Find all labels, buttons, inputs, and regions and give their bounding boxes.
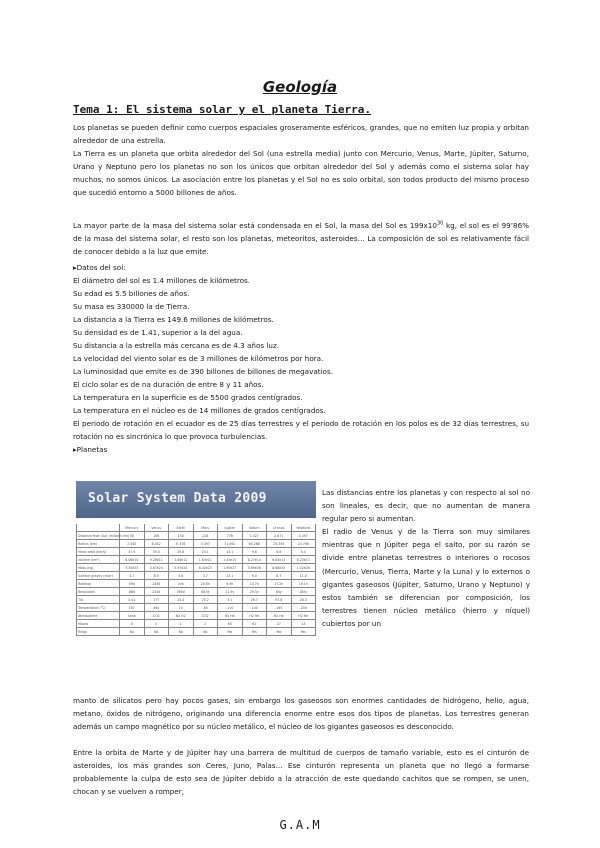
table-cell: 6,052	[144, 540, 169, 548]
table-cell: 6.25e13	[291, 556, 316, 564]
table-row	[77, 564, 316, 572]
table-cell: 58	[120, 532, 145, 540]
table-cell: No	[144, 628, 169, 636]
sun-fact: Su distancia a la estrella más cercana es de 4.3 años luz.	[73, 341, 280, 350]
planets-label: ▸Planetas	[73, 445, 108, 454]
mass-exponent: 30	[436, 220, 444, 227]
table-cell: 2	[193, 620, 218, 628]
table-header-cell: Venus	[144, 524, 169, 532]
table-cell: 9.9h	[218, 580, 243, 588]
footer-initials: G.A.M	[279, 818, 321, 832]
table-cell: 1	[169, 620, 194, 628]
table-cell: 11.9y	[218, 588, 243, 596]
table-cell: Yes	[267, 628, 292, 636]
table-cell: 177	[144, 596, 169, 604]
table-header-row	[77, 524, 316, 532]
table-row-label: Surface gravity (m/s²)	[77, 572, 120, 580]
table-cell: 2,440	[120, 540, 145, 548]
table-cell: 35.0	[144, 548, 169, 556]
table-cell: 3.1	[218, 596, 243, 604]
table-cell: 24h	[169, 580, 194, 588]
table-cell: 24.6h	[193, 580, 218, 588]
table-row-label: Moons	[77, 620, 120, 628]
table-cell: 365d	[169, 588, 194, 596]
table-row	[77, 580, 316, 588]
table-cell: 27	[267, 620, 292, 628]
table-cell: 3.7	[120, 572, 145, 580]
table-row	[77, 572, 316, 580]
table-cell: 6,378	[169, 540, 194, 548]
table-cell: 84y	[267, 588, 292, 596]
page-title: Geología	[262, 78, 338, 96]
sun-fact: Su masa es 330000 la de Tierra.	[73, 302, 190, 311]
table-cell: Yes	[242, 628, 267, 636]
mass-paragraph	[73, 219, 529, 258]
table-row-label: Mean orbit (km/s)	[77, 548, 120, 556]
table-cell: 6.08e10	[120, 556, 145, 564]
intro-paragraph: Los planetas se pueden definir como cuerpos espaciales groseramente esféricos, grandes, que no emiten luz propia y orbitan alrededor de una estrella.	[73, 123, 529, 146]
table-cell: 167	[120, 604, 145, 612]
table-cell: Yes	[291, 628, 316, 636]
table-row	[77, 548, 316, 556]
table-cell: 8.9	[144, 572, 169, 580]
table-cell: 13	[291, 620, 316, 628]
table-cell: 23.1	[218, 572, 243, 580]
table-cell: 6.83e13	[267, 556, 292, 564]
sun-fact: La luminosidad que emite es de 390 billones de billones de megavatios.	[73, 367, 333, 376]
table-cell: 29.5y	[242, 588, 267, 596]
table-cell: 15	[169, 604, 194, 612]
table-cell: No	[120, 628, 145, 636]
table-row-label: Revolution	[77, 588, 120, 596]
table-cell: 165y	[291, 588, 316, 596]
table-cell: 71,492	[218, 540, 243, 548]
table-cell: -65	[193, 604, 218, 612]
table-cell: 8.27e14	[242, 556, 267, 564]
sun-fact: La temperatura en el núcleo es de 14 millones de grados centígrados.	[73, 406, 326, 415]
table-cell: -200	[291, 604, 316, 612]
table-header-cell: Jupiter	[218, 524, 243, 532]
table-banner-title: Solar System Data 2009	[88, 491, 267, 506]
table-header-cell: Mercury	[120, 524, 145, 532]
table-row	[77, 620, 316, 628]
table-cell: 11.0	[291, 572, 316, 580]
table-row	[77, 612, 316, 620]
table-cell: 6.8	[267, 548, 292, 556]
mass-text-after: kg, el sol es el 99’86% de la masa del sistema solar, el resto son los planetas, meteoritos, asteroides… La composición de sol es relativamente fácil de conocer debido a la luz que emite.	[73, 221, 529, 257]
section-heading: Tema 1: El sistema solar y el planeta Tierra.	[73, 103, 372, 116]
sun-fact: El ciclo solar es de na duración de entre 8 y 11 años.	[73, 380, 264, 389]
table-cell: 243d	[144, 580, 169, 588]
table-cell: 63	[218, 620, 243, 628]
table-row-label: Volume (km³)	[77, 556, 120, 564]
solar-system-data-table	[76, 481, 316, 679]
table-cell: 47.9	[120, 548, 145, 556]
table-row-label: Tilt	[77, 596, 120, 604]
table-cell: 0	[120, 620, 145, 628]
rotation-paragraph: El periodo de rotación en el ecuador es de 25 días terrestres y el periodo de rotación en los polos es de 32 días terrestres, su rotación no es sincrónica lo que provoca turbulencias.	[73, 419, 529, 442]
table-cell: 4.87e24	[144, 564, 169, 572]
table-cell: 0	[144, 620, 169, 628]
sun-data-label: ▸Datos del sol:	[73, 263, 126, 272]
sun-fact: El diámetro del sol es 1.4 millones de kilómetros.	[73, 276, 251, 285]
table-cell: H2 He	[267, 612, 292, 620]
table-cell: CO2	[193, 612, 218, 620]
table-banner	[76, 481, 316, 518]
table-row-label: Rings	[77, 628, 120, 636]
table-cell: Yes	[218, 628, 243, 636]
table-row	[77, 556, 316, 564]
table-row	[77, 588, 316, 596]
table-cell: 2,871	[267, 532, 292, 540]
table-cell: 24,766	[291, 540, 316, 548]
table-cell: 10.7h	[242, 580, 267, 588]
table-cell: 24.1	[193, 548, 218, 556]
table-cell: 0.01	[120, 596, 145, 604]
table-row	[77, 628, 316, 636]
table-row	[77, 532, 316, 540]
table-cell: 6.42e23	[193, 564, 218, 572]
sun-fact: Su edad es 5.5 billones de años.	[73, 289, 190, 298]
table-header-cell: Saturn	[242, 524, 267, 532]
table-cell: 4,497	[291, 532, 316, 540]
table-cell: 1,427	[242, 532, 267, 540]
table-row-label: Temperature (°C)	[77, 604, 120, 612]
table-cell: 9.8	[169, 572, 194, 580]
table-cell: 108	[144, 532, 169, 540]
table-row-label: Distance from Sun (millions km)	[78, 533, 130, 538]
table-cell: 3.7	[193, 572, 218, 580]
table-cell: H2 He	[291, 612, 316, 620]
side-paragraph: Las distancias entre los planetas y con respecto al sol no son lineales, es decir, que no aumentan de manera regular pero si aumentan.	[322, 488, 530, 524]
table-cell: N2 O2	[169, 612, 194, 620]
table-cell: -195	[267, 604, 292, 612]
table-cell: none	[120, 612, 145, 620]
table-cell: 9.0	[242, 572, 267, 580]
table-cell: 464	[144, 604, 169, 612]
table-cell: 28.3	[291, 596, 316, 604]
table-cell: H2 He	[218, 612, 243, 620]
table-row	[77, 540, 316, 548]
table-cell: -140	[242, 604, 267, 612]
table-cell: 1.90e27	[218, 564, 243, 572]
table-row	[77, 596, 316, 604]
table-cell: 23.4	[169, 596, 194, 604]
table-cell: 97.8	[267, 596, 292, 604]
table-cell: 13.1	[218, 548, 243, 556]
table-row-label: Mass (kg)	[77, 564, 120, 572]
table-cell: 5.69e26	[242, 564, 267, 572]
table-row-label: Radius (km)	[77, 540, 120, 548]
table-cell: 61	[242, 620, 267, 628]
table-cell: 8.7	[267, 572, 292, 580]
sun-fact: Su densidad es de 1.41, superior a la del agua.	[73, 328, 243, 337]
table-header-cell: Earth	[169, 524, 194, 532]
table-header-cell: Neptune	[291, 524, 316, 532]
table-cell: 5.4	[291, 548, 316, 556]
table-cell: 778	[218, 532, 243, 540]
table-cell: 25.2	[193, 596, 218, 604]
earth-paragraph: La Tierra es un planeta que orbita alrededor del Sol (una estrella media) junto con Mercurio, Venus, Marte, Júpiter, Saturno, Urano y Neptuno pero los planetas no son los únicos que orbitan alrededor del Sol y además como el sistema solar hay muchos, no somos únicos. La asociación entre los planetas y el Sol no es solo orbital, son todos producto del mismo proceso que sucedió entorno a 5000 billones de años.	[73, 149, 529, 198]
table-cell: 59d	[120, 580, 145, 588]
table-row-label: Rotation	[77, 580, 120, 588]
table-cell: 3.30e23	[120, 564, 145, 572]
table-cell: 225d	[144, 588, 169, 596]
side-paragraph: El radio de Venus y de la Tierra son muy similares mientras que n Júpiter pega el salto, por su razón se divide entre planetas terrestres o interiores o rocosos (Mercurio, Venus, Tierra, Marte y la Luna) y lo externos o gigantes gaseosos (Júpiter, Saturno, Urano y Neptuno) y estos también se diferencian por composición, los terrestres tienen núcleo metálico (hierro y níquel) cubiertos por un	[322, 527, 530, 628]
table-cell: 1.43e15	[218, 556, 243, 564]
sun-fact: La distancia a la Tierra es 149.6 millones de kilómetros.	[73, 315, 274, 324]
table-cell: 29.8	[169, 548, 194, 556]
table-cell: 17.2h	[267, 580, 292, 588]
table-cell: 60,268	[242, 540, 267, 548]
side-text	[322, 486, 530, 630]
table-cell: 150	[169, 532, 194, 540]
planet-data-table	[76, 524, 316, 636]
table-cell: No	[169, 628, 194, 636]
table-cell: 3,397	[193, 540, 218, 548]
table-cell: No	[193, 628, 218, 636]
table-row-label: Atmosphere	[77, 612, 120, 620]
table-cell: 88d	[120, 588, 145, 596]
table-header-cell: Uranus	[267, 524, 292, 532]
mass-text-before: La mayor parte de la masa del sistema solar está condensada en el Sol, la masa del Sol es 199x10	[73, 221, 437, 230]
table-row	[77, 604, 316, 612]
continuation-paragraph: manto de silicatos pero hay pocos gases, sin embargo los gaseosos son enormes cantidades de hidrógeno, helio, agua, metano, óxidos de nitrógeno, originando una diferencia enorme entre esos dos tipos de planetas. Los terrestres generan además un campo magnético por su núcleo metálico, el núcleo de los gigantes gaseosos es desconocido.	[73, 696, 529, 732]
table-body	[77, 532, 316, 636]
table-cell: 5.97e24	[169, 564, 194, 572]
table-cell: 228	[193, 532, 218, 540]
table-cell: 9.28e11	[144, 556, 169, 564]
table-cell: H2 He	[242, 612, 267, 620]
table-cell: 1.08e12	[169, 556, 194, 564]
table-cell: 1.63e11	[193, 556, 218, 564]
table-cell: 1.02e26	[291, 564, 316, 572]
table-cell: 8.68e25	[267, 564, 292, 572]
table-cell: 9.6	[242, 548, 267, 556]
table-cell: 16.1h	[291, 580, 316, 588]
table-cell: 25,559	[267, 540, 292, 548]
table-header-cell	[77, 524, 120, 532]
table-cell: 26.7	[242, 596, 267, 604]
sun-fact: La velocidad del viento solar es de 3 millones de kilómetros por hora.	[73, 354, 324, 363]
table-cell: CO2	[144, 612, 169, 620]
table-cell: -110	[218, 604, 243, 612]
asteroid-belt-paragraph: Entre la orbita de Marte y de Júpiter hay una barrera de multitud de cuerpos de tamaño variable, esto es el cinturón de asteroides, los más grandes son Ceres, Juno, Palas… Ese cinturón representa un planeta que no llegó a formarse probablemente la culpa de esto sea de Júpiter debido a la atracción de este quedando cachitos que se rompen, se unen, chocan y se vuelven a romper,	[73, 748, 529, 797]
table-cell: 687d	[193, 588, 218, 596]
sun-fact: La temperatura en la superficie es de 5500 grados centígrados.	[73, 393, 303, 402]
table-header-cell: Mars	[193, 524, 218, 532]
